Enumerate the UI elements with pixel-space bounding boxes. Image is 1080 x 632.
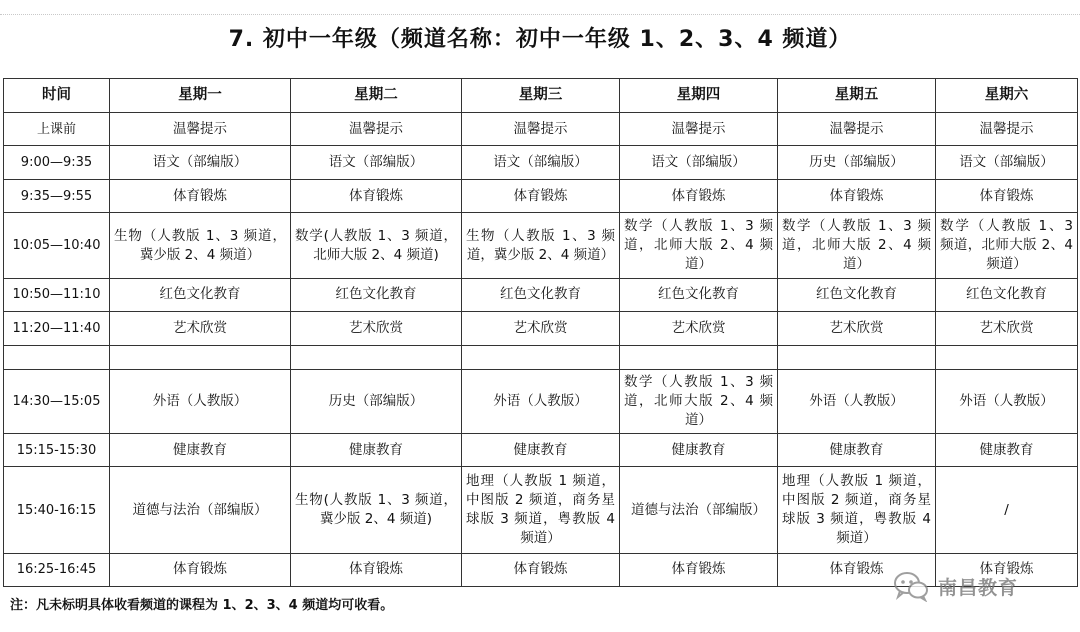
header-saturday: 星期六 bbox=[936, 79, 1078, 113]
course-cell: 体育锻炼 bbox=[110, 553, 291, 586]
course-cell: 语文（部编版） bbox=[620, 146, 778, 180]
course-cell: 温馨提示 bbox=[110, 113, 291, 146]
time-cell: 15:40-16:15 bbox=[4, 467, 110, 553]
course-cell: 体育锻炼 bbox=[778, 553, 936, 586]
course-cell: 艺术欣赏 bbox=[620, 311, 778, 345]
course-cell: 体育锻炼 bbox=[620, 180, 778, 213]
course-cell: 体育锻炼 bbox=[936, 180, 1078, 213]
course-cell: 体育锻炼 bbox=[110, 180, 291, 213]
course-cell: 历史（部编版） bbox=[778, 146, 936, 180]
course-cell: 红色文化教育 bbox=[462, 278, 620, 311]
course-cell: 体育锻炼 bbox=[291, 553, 462, 586]
course-cell: 体育锻炼 bbox=[620, 553, 778, 586]
table-row bbox=[4, 434, 1078, 467]
course-cell: 健康教育 bbox=[110, 434, 291, 467]
course-cell bbox=[620, 213, 778, 278]
time-cell: 16:25-16:45 bbox=[4, 553, 110, 586]
time-cell: 11:20—11:40 bbox=[4, 311, 110, 345]
course-cell: 温馨提示 bbox=[778, 113, 936, 146]
course-cell: 健康教育 bbox=[936, 434, 1078, 467]
course-cell: 体育锻炼 bbox=[778, 180, 936, 213]
course-cell: 艺术欣赏 bbox=[110, 311, 291, 345]
course-cell: 艺术欣赏 bbox=[462, 311, 620, 345]
course-cell: 体育锻炼 bbox=[462, 180, 620, 213]
course-text: 地理（人教版 1 频道，中图版 2 频道，商务星球版 3 频道，粤教版 4 频道） bbox=[782, 473, 931, 547]
course-cell: 温馨提示 bbox=[462, 113, 620, 146]
schedule-table bbox=[3, 78, 1078, 587]
course-cell: 红色文化教育 bbox=[778, 278, 936, 311]
course-cell: 语文（部编版） bbox=[936, 146, 1078, 180]
course-cell: 外语（人教版） bbox=[110, 370, 291, 434]
course-text: 数学（人教版 1、3 频道，北师大版 2、4 频道） bbox=[782, 218, 931, 273]
course-cell: 历史（部编版） bbox=[291, 370, 462, 434]
header-wednesday: 星期三 bbox=[462, 79, 620, 113]
course-cell: 体育锻炼 bbox=[936, 553, 1078, 586]
table-row bbox=[4, 370, 1078, 434]
time-cell: 14:30—15:05 bbox=[4, 370, 110, 434]
course-cell: 体育锻炼 bbox=[462, 553, 620, 586]
header-tuesday: 星期二 bbox=[291, 79, 462, 113]
course-cell bbox=[620, 345, 778, 369]
time-cell: 9:00—9:35 bbox=[4, 146, 110, 180]
course-cell: 红色文化教育 bbox=[110, 278, 291, 311]
watermark-text: 南昌教育 bbox=[938, 576, 1019, 599]
course-text: 数学(人教版 1、3 频道，北师大版 2、4 频道) bbox=[295, 227, 457, 263]
course-cell: 体育锻炼 bbox=[291, 180, 462, 213]
course-cell bbox=[936, 345, 1078, 369]
page-top-rule bbox=[0, 14, 1080, 15]
course-text: 数学（人教版 1、3 频道，北师大版 2、4 频道） bbox=[624, 218, 773, 273]
course-text: 生物（人教版 1、3 频道，冀少版 2、4 频道） bbox=[466, 227, 615, 263]
table-row-empty bbox=[4, 345, 1078, 369]
table-row bbox=[4, 213, 1078, 278]
course-cell: 健康教育 bbox=[291, 434, 462, 467]
course-cell bbox=[462, 213, 620, 278]
table-row bbox=[4, 467, 1078, 553]
course-cell: 温馨提示 bbox=[620, 113, 778, 146]
header-row bbox=[4, 79, 1078, 113]
course-cell: 健康教育 bbox=[620, 434, 778, 467]
header-time: 时间 bbox=[4, 79, 110, 113]
time-cell: 15:15-15:30 bbox=[4, 434, 110, 467]
course-cell bbox=[291, 467, 462, 553]
footnote: 注：凡未标明具体收看频道的课程为 1、2、3、4 频道均可收看。 bbox=[10, 598, 394, 613]
course-cell: 健康教育 bbox=[778, 434, 936, 467]
page-title: 7. 初中一年级（频道名称：初中一年级 1、2、3、4 频道） bbox=[228, 27, 852, 52]
course-cell: 道德与法治（部编版） bbox=[620, 467, 778, 553]
course-cell: / bbox=[936, 467, 1078, 553]
table-row bbox=[4, 180, 1078, 213]
time-cell bbox=[4, 345, 110, 369]
course-cell bbox=[462, 345, 620, 369]
course-cell: 艺术欣赏 bbox=[778, 311, 936, 345]
course-cell: 红色文化教育 bbox=[620, 278, 778, 311]
course-cell: 艺术欣赏 bbox=[291, 311, 462, 345]
course-cell bbox=[778, 467, 936, 553]
course-cell bbox=[462, 467, 620, 553]
course-cell: 道德与法治（部编版） bbox=[110, 467, 291, 553]
table-row bbox=[4, 278, 1078, 311]
course-cell: 外语（人教版） bbox=[462, 370, 620, 434]
course-cell: 红色文化教育 bbox=[936, 278, 1078, 311]
header-monday: 星期一 bbox=[110, 79, 291, 113]
wechat-icon bbox=[892, 570, 930, 602]
course-cell: 语文（部编版） bbox=[110, 146, 291, 180]
table-row bbox=[4, 113, 1078, 146]
course-text: 数学（人教版 1、3 频道，北师大版 2、4 频道） bbox=[624, 374, 773, 429]
header-friday: 星期五 bbox=[778, 79, 936, 113]
course-text: 地理（人教版 1 频道，中图版 2 频道，商务星球版 3 频道，粤教版 4 频道） bbox=[466, 473, 615, 547]
course-cell: 温馨提示 bbox=[936, 113, 1078, 146]
course-cell bbox=[110, 213, 291, 278]
course-cell: 健康教育 bbox=[462, 434, 620, 467]
table-row bbox=[4, 311, 1078, 345]
time-cell: 9:35—9:55 bbox=[4, 180, 110, 213]
course-text: 生物（人教版 1、3 频道，冀少版 2、4 频道） bbox=[114, 227, 286, 263]
header-thursday: 星期四 bbox=[620, 79, 778, 113]
course-cell: 温馨提示 bbox=[291, 113, 462, 146]
time-cell: 上课前 bbox=[4, 113, 110, 146]
course-cell: 红色文化教育 bbox=[291, 278, 462, 311]
course-cell bbox=[778, 345, 936, 369]
time-cell: 10:50—11:10 bbox=[4, 278, 110, 311]
watermark bbox=[892, 566, 1062, 606]
course-cell bbox=[291, 213, 462, 278]
course-cell bbox=[778, 213, 936, 278]
course-cell bbox=[110, 345, 291, 369]
table-row bbox=[4, 146, 1078, 180]
course-cell: 语文（部编版） bbox=[462, 146, 620, 180]
course-cell: 外语（人教版） bbox=[936, 370, 1078, 434]
course-text: 生物(人教版 1、3 频道，冀少版 2、4 频道) bbox=[295, 492, 457, 528]
course-cell: 艺术欣赏 bbox=[936, 311, 1078, 345]
course-cell bbox=[620, 370, 778, 434]
course-cell: 外语（人教版） bbox=[778, 370, 936, 434]
time-cell: 10:05—10:40 bbox=[4, 213, 110, 278]
course-cell bbox=[291, 345, 462, 369]
course-cell bbox=[936, 213, 1078, 278]
course-text: 数学（人教版 1、3 频道，北师大版 2、4 频道） bbox=[940, 218, 1073, 273]
course-cell: 语文（部编版） bbox=[291, 146, 462, 180]
